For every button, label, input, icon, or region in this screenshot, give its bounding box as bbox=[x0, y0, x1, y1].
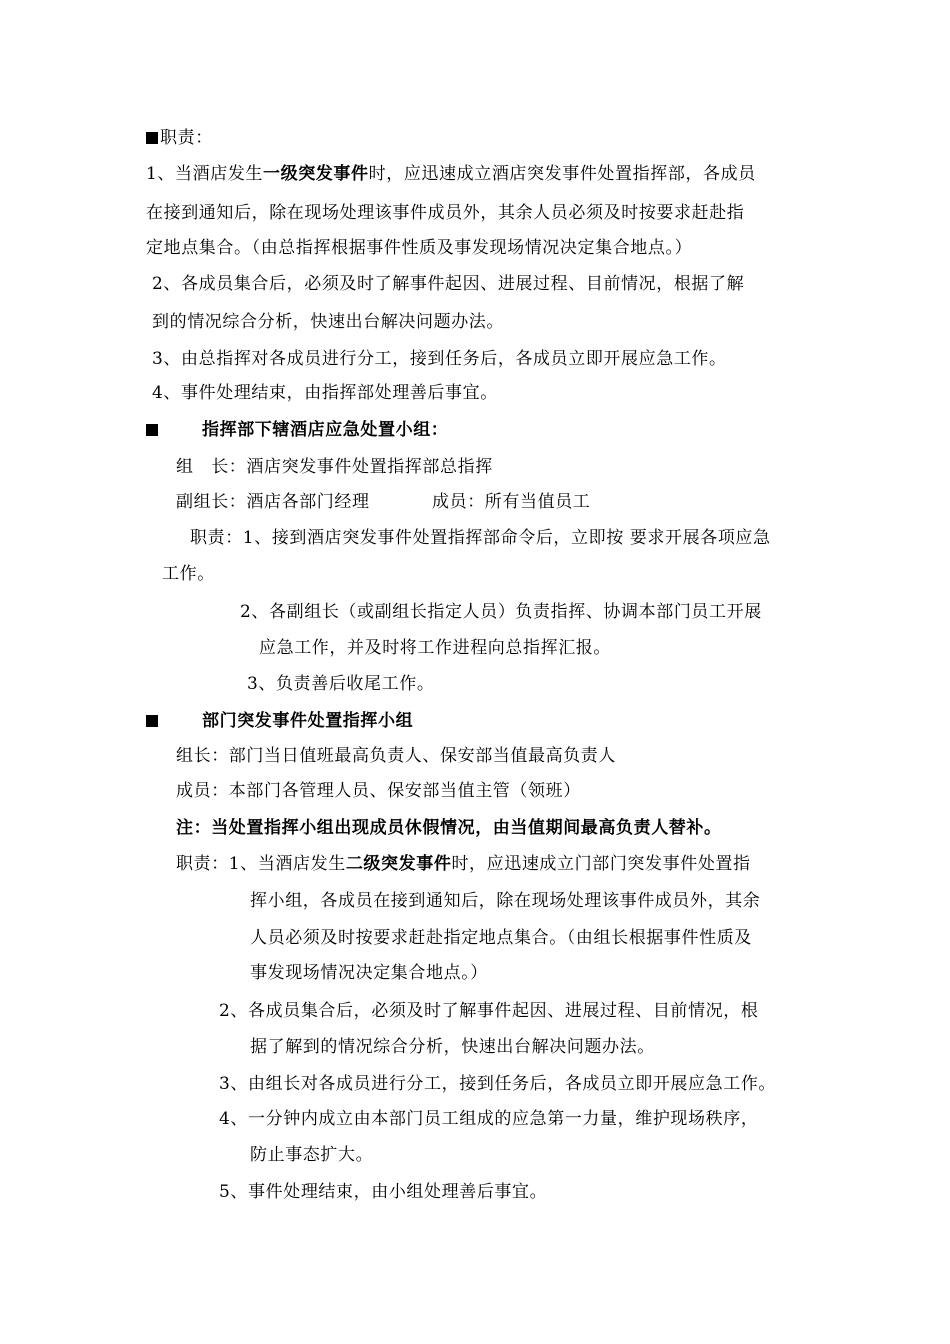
dept-duty-1-line-4: 事发现场情况决定集合地点。） bbox=[250, 963, 488, 983]
dept-note: 注：当处置指挥小组出现成员休假情况，由当值期间最高负责人替补。 bbox=[176, 818, 722, 838]
dept-duty-3: 3、由组长对各成员进行分工，接到任务后，各成员立即开展应急工作。 bbox=[219, 1074, 777, 1094]
team-members: 成员：所有当值员工 bbox=[432, 492, 591, 512]
duty-2-line-1: 2、各成员集合后，必须及时了解事件起因、进展过程、目前情况，根据了解 bbox=[152, 274, 745, 294]
square-bullet-icon bbox=[146, 715, 158, 727]
level-one-emergency: 一级突发事件 bbox=[263, 164, 369, 184]
team-duty-3: 3、负责善后收尾工作。 bbox=[247, 674, 435, 694]
dept-duty-4-line-2: 防止事态扩大。 bbox=[250, 1145, 374, 1165]
team-duty-1-line-2: 工作。 bbox=[162, 564, 215, 584]
team-duty-2-line-2: 应急工作，并及时将工作进程向总指挥汇报。 bbox=[259, 638, 611, 658]
dept-duty-1-line-3: 人员必须及时按要求赶赴指定地点集合。（由组长根据事件性质及 bbox=[250, 928, 752, 948]
dept-members: 成员：本部门各管理人员、保安部当值主管（领班） bbox=[176, 781, 581, 801]
dept-duty-1-line-1: 职责：1、当酒店发生二级突发事件时，应迅速成立门部门突发事件处置指 bbox=[176, 854, 751, 874]
dept-duty-4-line-1: 4、一分钟内成立由本部门员工组成的应急第一力量，维护现场秩序， bbox=[219, 1109, 759, 1129]
dept-duty-2-line-2: 据了解到的情况综合分析，快速出台解决问题办法。 bbox=[250, 1037, 655, 1057]
duty-2-line-2: 到的情况综合分析，快速出台解决问题办法。 bbox=[152, 312, 504, 332]
team-leader: 组 长：酒店突发事件处置指挥部总指挥 bbox=[176, 457, 493, 477]
dept-leader: 组长：部门当日值班最高负责人、保安部当值最高负责人 bbox=[176, 746, 616, 766]
dept-duty-1-line-2: 挥小组，各成员在接到通知后，除在现场处理该事件成员外，其余 bbox=[250, 891, 761, 911]
team-duty-1-line-1: 职责：1、接到酒店突发事件处置指挥部命令后，立即按 要求开展各项应急 bbox=[190, 528, 771, 548]
section-duties-heading: 职责： bbox=[146, 127, 213, 149]
duty-3: 3、由总指挥对各成员进行分工，接到任务后，各成员立即开展应急工作。 bbox=[152, 349, 727, 369]
dept-duty-2-line-1: 2、各成员集合后，必须及时了解事件起因、进展过程、目前情况，根 bbox=[219, 1001, 759, 1021]
dept-duty-5: 5、事件处理结束，由小组处理善后事宜。 bbox=[219, 1182, 548, 1202]
square-bullet-icon bbox=[146, 132, 158, 144]
team-duty-2-line-1: 2、各副组长（或副组长指定人员）负责指挥、协调本部门员工开展 bbox=[240, 602, 762, 622]
duty-4: 4、事件处理结束，由指挥部处理善后事宜。 bbox=[152, 383, 498, 403]
duty-1-line-3: 定地点集合。（由总指挥根据事件性质及事发现场情况决定集合地点。） bbox=[146, 238, 693, 258]
square-bullet-icon bbox=[146, 424, 158, 436]
section-hotel-team-heading: 指挥部下辖酒店应急处置小组： bbox=[146, 419, 448, 441]
section-dept-team-heading: 部门突发事件处置指挥小组 bbox=[146, 710, 413, 732]
duty-1-line-1: 1、当酒店发生一级突发事件时，应迅速成立酒店突发事件处置指挥部，各成员 bbox=[146, 164, 756, 184]
team-deputy: 副组长：酒店各部门经理 bbox=[176, 492, 370, 512]
level-two-emergency: 二级突发事件 bbox=[345, 854, 452, 874]
duty-1-line-2: 在接到通知后，除在现场处理该事件成员外，其余人员必须及时按要求赶赴指 bbox=[146, 203, 745, 223]
